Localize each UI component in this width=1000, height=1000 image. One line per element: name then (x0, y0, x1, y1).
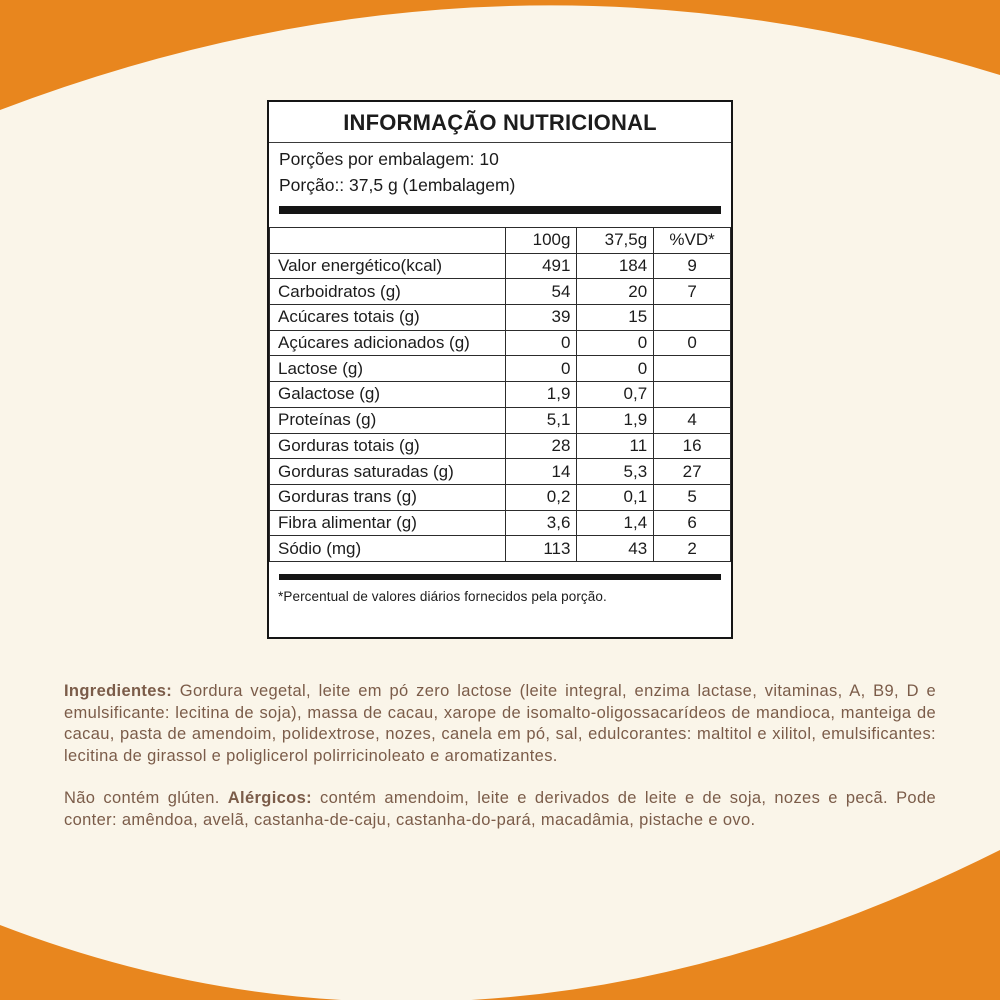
row-portion: 184 (577, 253, 654, 279)
row-vd: 5 (654, 484, 731, 510)
table-row (270, 433, 731, 459)
row-per100: 113 (505, 536, 577, 562)
row-per100: 1,9 (505, 382, 577, 408)
row-vd (654, 382, 731, 408)
row-label: Gorduras totais (g) (270, 433, 506, 459)
ingredients-label: Ingredientes: (64, 682, 173, 700)
header-37-5g: 37,5g (577, 228, 654, 254)
serving-size: Porção:: 37,5 g (1embalagem) (279, 175, 516, 195)
row-portion: 20 (577, 279, 654, 305)
row-label: Lactose (g) (270, 356, 506, 382)
row-label: Gorduras trans (g) (270, 484, 506, 510)
ingredients-paragraph (64, 681, 936, 767)
row-per100: 0 (505, 330, 577, 356)
table-row (270, 484, 731, 510)
row-portion: 0,1 (577, 484, 654, 510)
row-per100: 3,6 (505, 510, 577, 536)
thick-divider-top (279, 206, 721, 214)
row-vd: 0 (654, 330, 731, 356)
row-portion: 0 (577, 330, 654, 356)
row-vd: 27 (654, 459, 731, 485)
row-label: Fibra alimentar (g) (270, 510, 506, 536)
table-row (270, 407, 731, 433)
header-blank (270, 228, 506, 254)
row-vd: 2 (654, 536, 731, 562)
row-vd (654, 356, 731, 382)
row-portion: 15 (577, 305, 654, 331)
row-per100: 54 (505, 279, 577, 305)
row-label: Acúcares totais (g) (270, 305, 506, 331)
servings-per-package: Porções por embalagem: 10 (279, 149, 499, 169)
row-label: Carboidratos (g) (270, 279, 506, 305)
row-portion: 5,3 (577, 459, 654, 485)
row-label: Proteínas (g) (270, 407, 506, 433)
row-per100: 39 (505, 305, 577, 331)
row-label: Sódio (mg) (270, 536, 506, 562)
allergens-text: contém amendoim, leite e derivados de leite e de soja, nozes e pecã. Pode conter: amêndoa, avelã, castanha-de-caju, castanha-do-pará, macadâmia, pistache e ovo. (64, 789, 936, 829)
row-label: Galactose (g) (270, 382, 506, 408)
row-label: Gorduras saturadas (g) (270, 459, 506, 485)
row-portion: 0 (577, 356, 654, 382)
header-vd: %VD* (654, 228, 731, 254)
table-row (270, 305, 731, 331)
row-per100: 0 (505, 356, 577, 382)
table-row (270, 536, 731, 562)
row-per100: 14 (505, 459, 577, 485)
row-portion: 11 (577, 433, 654, 459)
allergens-paragraph (64, 788, 936, 831)
table-row (270, 356, 731, 382)
nutrition-table (269, 227, 731, 562)
row-vd (654, 305, 731, 331)
table-row (270, 382, 731, 408)
row-per100: 28 (505, 433, 577, 459)
row-vd: 9 (654, 253, 731, 279)
table-header-row (270, 228, 731, 254)
row-portion: 1,4 (577, 510, 654, 536)
row-vd: 16 (654, 433, 731, 459)
table-row (270, 510, 731, 536)
table-row (270, 459, 731, 485)
row-vd: 7 (654, 279, 731, 305)
row-portion: 43 (577, 536, 654, 562)
row-vd: 6 (654, 510, 731, 536)
table-row (270, 253, 731, 279)
row-portion: 0,7 (577, 382, 654, 408)
label-text-block (64, 681, 936, 831)
servings-info (269, 143, 731, 198)
row-per100: 0,2 (505, 484, 577, 510)
row-vd: 4 (654, 407, 731, 433)
row-label: Valor energético(kcal) (270, 253, 506, 279)
nutrition-title: INFORMAÇÃO NUTRICIONAL (343, 110, 657, 135)
row-per100: 491 (505, 253, 577, 279)
daily-value-footnote: *Percentual de valores diários fornecidos pela porção. (278, 588, 607, 604)
nutrition-facts-panel (267, 100, 733, 639)
row-portion: 1,9 (577, 407, 654, 433)
table-row (270, 330, 731, 356)
top-orange-curve (0, 0, 1000, 110)
ingredients-text: Gordura vegetal, leite em pó zero lactose (leite integral, enzima lactase, vitaminas, A, B9, D e emulsificante: lecitina de soja), massa de cacau, xarope de isomalto-oligossacarídeos de mandioca, manteiga de cacau, pasta de amendoim, polidextrose, nozes, canela em pó, sal, edulcorantes: maltitol e xilitol, emulsificantes: lecitina de girassol e poliglicerol polirricinoleato e aromatizantes. (64, 682, 936, 765)
bottom-orange-curve (0, 850, 1000, 1000)
table-row (270, 279, 731, 305)
allergens-label: Alérgicos: (227, 789, 312, 807)
header-100g: 100g (505, 228, 577, 254)
gluten-free-text: Não contém glúten. (64, 789, 228, 807)
row-label: Açúcares adicionados (g) (270, 330, 506, 356)
row-per100: 5,1 (505, 407, 577, 433)
